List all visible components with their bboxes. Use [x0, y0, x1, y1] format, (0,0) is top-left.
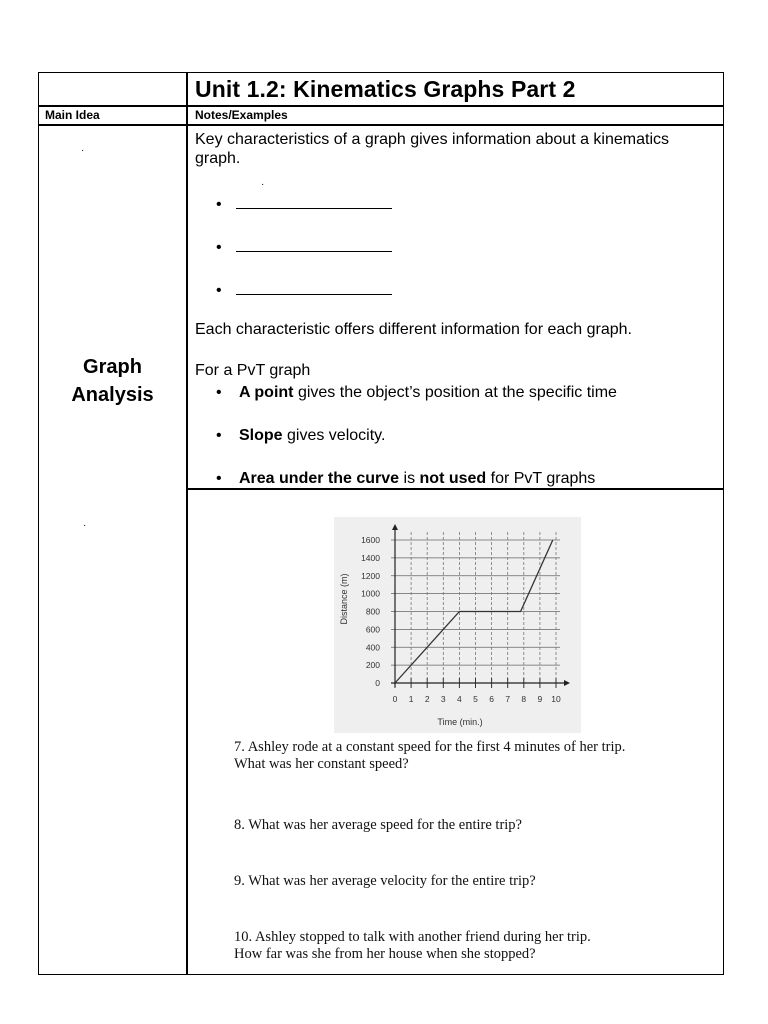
question-line: 9. What was her average velocity for the entire trip?	[234, 873, 536, 889]
x-tick-label: 9	[537, 694, 543, 704]
stray-dot: ·	[261, 179, 265, 190]
question-line: How far was she from her house when she stopped?	[234, 946, 536, 962]
question-line: What was her constant speed?	[234, 756, 409, 772]
x-tick-label: 10	[551, 694, 561, 704]
question-7	[234, 739, 625, 773]
page-title: Unit 1.2: Kinematics Graphs Part 2	[195, 76, 576, 102]
fill-in-blank	[236, 237, 392, 252]
main-idea-header: Main Idea	[45, 108, 100, 122]
pvt-heading: For a PvT graph	[195, 362, 311, 379]
bullet-dot: •	[216, 384, 222, 401]
pvt-item-text: is	[399, 470, 420, 487]
pvt-item-bold: A point	[239, 384, 294, 401]
pvt-item-bold: not used	[419, 470, 487, 487]
stray-dot: ·	[81, 145, 85, 156]
question-8	[234, 817, 522, 834]
question-line: 8. What was her average speed for the entire trip?	[234, 817, 522, 833]
pvt-item-area	[239, 469, 595, 489]
blank-bullet-1	[216, 194, 392, 215]
y-tick-label: 1400	[361, 552, 380, 563]
pvt-item-bold: Slope	[239, 427, 283, 444]
bullet-dot: •	[216, 196, 222, 213]
side-title-line-1: Graph	[83, 356, 142, 378]
x-tick-label: 1	[408, 694, 414, 704]
pvt-item-bold: Area under the curve	[239, 470, 400, 487]
x-axis-label: Time (min.)	[437, 717, 483, 727]
y-axis-label: Distance (m)	[339, 573, 349, 625]
side-title-line-2: Analysis	[71, 384, 154, 406]
x-tick-label: 5	[473, 694, 478, 704]
fill-in-blank	[236, 194, 392, 209]
x-tick-label: 2	[424, 694, 430, 704]
notes-worksheet	[38, 72, 724, 975]
y-tick-label: 200	[365, 660, 380, 671]
y-tick-label: 1000	[361, 588, 380, 599]
question-10	[234, 929, 591, 963]
y-axis-arrow	[392, 524, 398, 530]
y-tick-label: 0	[375, 678, 380, 688]
distance-time-chart	[334, 517, 581, 733]
x-tick-label: 7	[505, 694, 511, 704]
x-tick-label: 8	[521, 694, 527, 704]
title-row-divider	[39, 105, 723, 107]
bullet-dot: •	[216, 282, 222, 299]
pvt-item-slope	[239, 426, 385, 446]
y-tick-label: 1200	[361, 570, 380, 581]
intro-text: graph.	[195, 150, 241, 167]
characteristic-note: Each characteristic offers different information for each graph.	[195, 321, 632, 338]
column-divider	[186, 73, 188, 974]
pvt-item-text: gives velocity.	[282, 427, 386, 444]
pvt-item-text: gives the object’s position at the specific time	[293, 384, 617, 401]
blank-bullet-2	[216, 237, 392, 258]
header-row-divider	[39, 124, 723, 126]
distance-time-graph	[334, 517, 581, 733]
bullet-dot: •	[216, 470, 222, 487]
question-9	[234, 873, 536, 890]
pvt-item-point	[239, 383, 617, 403]
notes-header: Notes/Examples	[195, 108, 288, 122]
y-tick-label: 800	[365, 606, 380, 617]
bullet-dot: •	[216, 239, 222, 256]
fill-in-blank	[236, 280, 392, 295]
question-line: 10. Ashley stopped to talk with another friend during her trip.	[234, 929, 591, 945]
x-tick-label: 6	[489, 694, 494, 704]
x-tick-label: 3	[440, 694, 446, 704]
stray-dot: ·	[83, 520, 87, 531]
y-tick-label: 400	[365, 642, 380, 653]
blank-bullet-3	[216, 280, 392, 301]
intro-text: Key characteristics of a graph gives information about a kinematics	[195, 131, 670, 148]
x-tick-label: 0	[392, 694, 398, 704]
bullet-dot: •	[216, 427, 222, 444]
y-tick-label: 600	[365, 624, 380, 635]
pvt-item-text: for PvT graphs	[486, 470, 596, 487]
main-idea-graph-analysis	[39, 353, 186, 409]
question-line: 7. Ashley rode at a constant speed for the first 4 minutes of her trip.	[234, 739, 626, 755]
y-tick-label: 1600	[361, 535, 380, 545]
x-tick-label: 4	[457, 694, 462, 704]
x-axis-arrow	[564, 680, 570, 686]
